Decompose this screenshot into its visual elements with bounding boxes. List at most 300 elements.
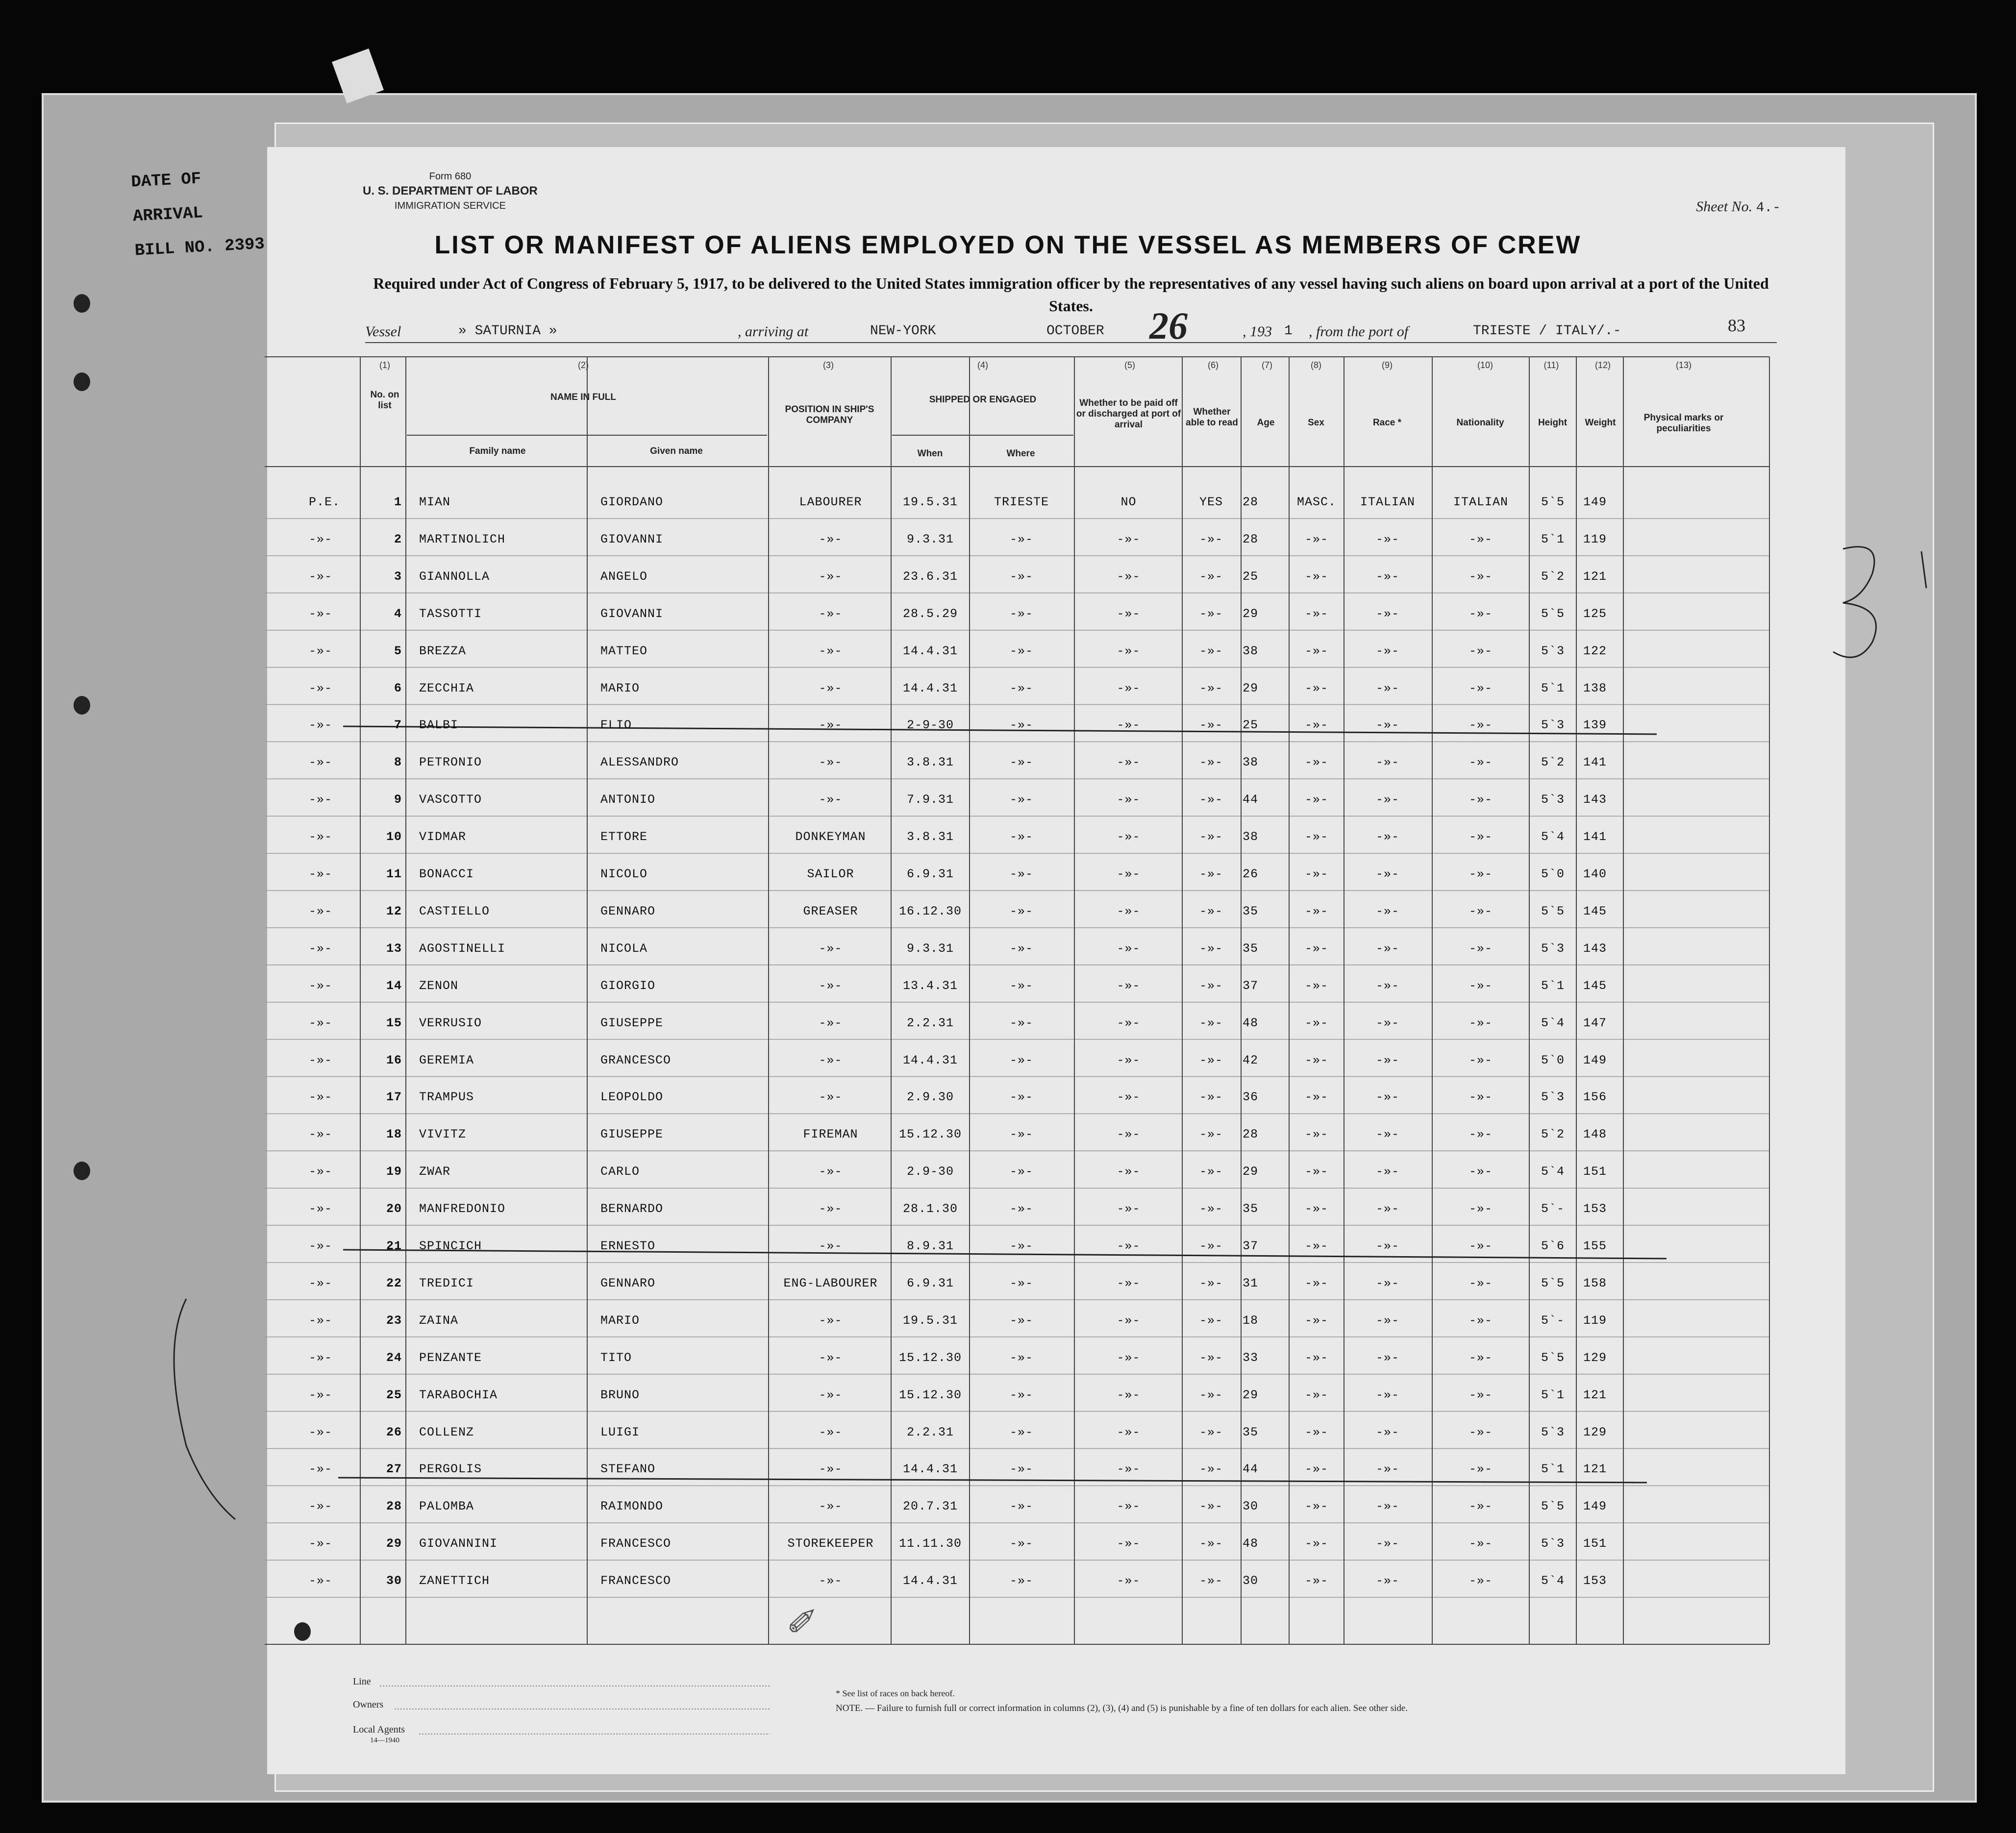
cell-race: -»- [1375,793,1399,807]
footer-owners-label: Owners [353,1699,384,1710]
cell-paid: -»- [1117,569,1141,584]
cell-weight: 122 [1583,644,1607,658]
cell-nat: -»- [1468,1239,1493,1253]
service-name: IMMIGRATION SERVICE [394,200,506,211]
cell-age: 25 [1243,569,1259,584]
cell-sex: -»- [1304,867,1328,881]
cell-race: -»- [1375,755,1399,770]
cell-weight: 140 [1583,867,1607,881]
cell-when: 16.12.30 [898,904,962,918]
cell-no: 9 [394,793,402,807]
cell-weight: 143 [1583,941,1607,956]
cell-paid: -»- [1117,1276,1141,1290]
cell-age: 28 [1243,1127,1259,1142]
cell-age: 30 [1243,1499,1259,1514]
cell-when: 9.3.31 [906,941,954,956]
cell-paid: -»- [1117,644,1141,658]
cell-age: 38 [1243,755,1259,770]
cell-nat: -»- [1468,569,1493,584]
cell-family: VERRUSIO [419,1016,482,1030]
header-paid-off: Whether to be paid off or discharged at port of arrival [1076,398,1181,430]
cell-race: -»- [1375,569,1399,584]
header-sex: Sex [1308,418,1324,428]
cell-sex: -»- [1304,1053,1328,1067]
cell-where: -»- [1009,644,1033,658]
cell-family: VIDMAR [419,830,467,844]
cell-weight: 149 [1583,1053,1607,1067]
cell-mark: -»- [309,830,333,844]
cell-no: 10 [386,830,402,844]
cell-position: -»- [819,1425,843,1439]
cell-where: -»- [1009,681,1033,695]
cell-when: 15.12.30 [898,1387,962,1402]
year-digit: 1 [1284,323,1293,339]
cell-height: 5`5 [1541,904,1565,918]
cell-height: 5`0 [1541,867,1565,881]
cell-race: -»- [1375,1574,1399,1588]
cell-sex: -»- [1304,1313,1328,1328]
cell-when: 19.5.31 [902,495,958,509]
col-num-4: (4) [977,360,988,370]
cell-height: 5`5 [1541,1276,1565,1290]
cell-paid: -»- [1117,1425,1141,1439]
cell-position: GREASER [803,904,858,918]
cell-family: ZENON [419,978,459,993]
footer-local-agents-label: Local Agents [353,1724,405,1735]
footer-form-code: 14—1940 [370,1736,399,1744]
cell-family: COLLENZ [419,1425,474,1439]
cell-mark: -»- [309,1574,333,1588]
cell-where: -»- [1009,978,1033,993]
header-given-name: Given name [650,446,703,456]
cell-mark: -»- [309,1313,333,1328]
cell-mark: -»- [309,793,333,807]
cell-paid: -»- [1117,532,1141,546]
signature: ✐ [783,1604,815,1643]
cell-height: 5`1 [1541,978,1565,993]
cell-family: CASTIELLO [419,904,490,918]
cell-position: STOREKEEPER [787,1536,874,1551]
cell-no: 8 [394,755,402,770]
cell-race: -»- [1375,1202,1399,1216]
cell-where: -»- [1009,718,1033,733]
cell-paid: -»- [1117,904,1141,918]
col-num-11: (11) [1543,360,1559,370]
cell-position: -»- [819,1574,843,1588]
cell-weight: 139 [1583,718,1607,733]
cell-when: 14.4.31 [902,681,958,695]
cell-nat: -»- [1468,904,1493,918]
cell-sex: -»- [1304,718,1328,733]
cell-mark: -»- [309,1387,333,1402]
cell-where: -»- [1009,941,1033,956]
cell-given: ALESSANDRO [600,755,679,770]
cell-when: 15.12.30 [898,1350,962,1365]
cell-no: 6 [394,681,402,695]
cell-given: BERNARDO [600,1202,664,1216]
cell-paid: -»- [1117,1350,1141,1365]
cell-nat: -»- [1468,1164,1493,1179]
cell-sex: -»- [1304,1387,1328,1402]
cell-paid: -»- [1117,793,1141,807]
cell-sex: -»- [1304,1127,1328,1142]
cell-position: FIREMAN [803,1127,858,1142]
col-num-6: (6) [1208,360,1219,370]
cell-where: -»- [1009,1574,1033,1588]
cell-height: 5`3 [1541,1425,1565,1439]
cell-age: 28 [1243,495,1259,509]
cell-read: -»- [1199,867,1223,881]
races-note: * See list of races on back hereof. [836,1688,955,1698]
cell-mark: -»- [309,569,333,584]
cell-nat: -»- [1468,755,1493,770]
cell-where: -»- [1009,1127,1033,1142]
cell-paid: -»- [1117,830,1141,844]
cell-paid: -»- [1117,1164,1141,1179]
cell-weight: 129 [1583,1425,1607,1439]
department-name: U. S. DEPARTMENT OF LABOR [363,184,538,198]
cell-family: SPINCICH [419,1239,482,1253]
cell-paid: -»- [1117,1239,1141,1253]
cell-where: -»- [1009,1350,1033,1365]
cell-sex: -»- [1304,569,1328,584]
cell-family: ZANETTICH [419,1574,490,1588]
header-when: When [917,448,943,459]
cell-age: 29 [1243,1387,1259,1402]
cell-age: 42 [1243,1053,1259,1067]
cell-read: -»- [1199,1536,1223,1551]
cell-race: -»- [1375,1462,1399,1477]
form-number: Form 680 [429,171,472,182]
cell-weight: 151 [1583,1536,1607,1551]
cell-weight: 151 [1583,1164,1607,1179]
cell-given: ELIO [600,718,632,733]
cell-paid: -»- [1117,1016,1141,1030]
col-num-3: (3) [823,360,834,370]
cell-given: NICOLA [600,941,648,956]
col-num-12: (12) [1594,360,1611,370]
cell-height: 5`3 [1541,1090,1565,1105]
cell-height: 5`1 [1541,681,1565,695]
cell-position: -»- [819,1239,843,1253]
cell-mark: -»- [309,1164,333,1179]
cell-no: 18 [386,1127,402,1142]
cell-race: -»- [1375,1536,1399,1551]
cell-position: SAILOR [807,867,854,881]
cell-when: 6.9.31 [906,1276,954,1290]
cell-read: -»- [1199,904,1223,918]
cell-mark: -»- [309,1425,333,1439]
cell-sex: -»- [1304,1276,1328,1290]
cell-when: 3.8.31 [906,830,954,844]
cell-nat: ITALIAN [1453,495,1509,509]
cell-family: ZECCHIA [419,681,474,695]
cell-when: 7.9.31 [906,793,954,807]
cell-family: GIANNOLLA [419,569,490,584]
cell-no: 22 [386,1276,402,1290]
cell-weight: 145 [1583,904,1607,918]
cell-weight: 119 [1583,1313,1607,1328]
cell-weight: 156 [1583,1090,1607,1105]
cell-where: -»- [1009,1053,1033,1067]
cell-weight: 153 [1583,1202,1607,1216]
cell-family: AGOSTINELLI [419,941,506,956]
cell-read: -»- [1199,681,1223,695]
cell-race: -»- [1375,532,1399,546]
cell-height: 5`1 [1541,1462,1565,1477]
cell-read: -»- [1199,1053,1223,1067]
cell-sex: -»- [1304,1164,1328,1179]
cell-read: -»- [1199,941,1223,956]
cell-given: BRUNO [600,1387,640,1402]
cell-position: -»- [819,978,843,993]
cell-age: 35 [1243,1202,1259,1216]
stamp-bill-number: 2393 [224,235,265,256]
cell-race: -»- [1375,1090,1399,1105]
cell-family: VIVITZ [419,1127,467,1142]
cell-given: GIORDANO [600,495,664,509]
arrival-day: 26 [1149,304,1188,347]
cell-race: -»- [1375,1425,1399,1439]
cell-paid: -»- [1117,1536,1141,1551]
cell-sex: -»- [1304,941,1328,956]
cell-read: -»- [1199,644,1223,658]
cell-race: -»- [1375,606,1399,621]
cell-where: -»- [1009,867,1033,881]
stamp-date-label: DATE OF ARRIVAL [130,170,203,226]
cell-sex: -»- [1304,681,1328,695]
cell-position: -»- [819,532,843,546]
cell-position: -»- [819,1202,843,1216]
header-position: POSITION IN SHIP'S COMPANY [785,404,874,425]
cell-given: GIOVANNI [600,532,664,546]
cell-given: ANGELO [600,569,648,584]
cell-given: FRANCESCO [600,1536,672,1551]
cell-family: TARABOCHIA [419,1387,498,1402]
cell-family: BREZZA [419,644,467,658]
cell-position: -»- [819,1090,843,1105]
cell-sex: -»- [1304,1350,1328,1365]
cell-nat: -»- [1468,718,1493,733]
cell-family: PALOMBA [419,1499,474,1514]
cell-family: MARTINOLICH [419,532,506,546]
cell-no: 23 [386,1313,402,1328]
header-no-on-list: No. on list [370,390,399,411]
cell-sex: -»- [1304,606,1328,621]
cell-family: ZWAR [419,1164,451,1179]
cell-weight: 119 [1583,532,1607,546]
header-shipped: SHIPPED OR ENGAGED [929,395,1037,405]
cell-read: -»- [1199,606,1223,621]
cell-given: STEFANO [600,1462,656,1477]
cell-where: -»- [1009,1425,1033,1439]
cell-height: 5`3 [1541,1536,1565,1551]
cell-sex: -»- [1304,1239,1328,1253]
col-num-1: (1) [379,360,390,370]
cell-given: GIUSEPPE [600,1127,664,1142]
cell-read: -»- [1199,1313,1223,1328]
cell-where: -»- [1009,569,1033,584]
cell-where: -»- [1009,1536,1033,1551]
cell-no: 26 [386,1425,402,1439]
cell-read: -»- [1199,1350,1223,1365]
cell-weight: 141 [1583,830,1607,844]
cell-nat: -»- [1468,681,1493,695]
cell-read: -»- [1199,1239,1223,1253]
cell-where: TRIESTE [994,495,1049,509]
cell-when: 14.4.31 [902,644,958,658]
cell-when: 14.4.31 [902,1574,958,1588]
cell-nat: -»- [1468,1053,1493,1067]
cell-no: 5 [394,644,402,658]
header-able-to-read: Whether able to read [1186,407,1238,428]
cell-height: 5`4 [1541,1164,1565,1179]
cell-read: -»- [1199,1164,1223,1179]
cell-age: 35 [1243,941,1259,956]
sheet-value: 4.- [1756,200,1781,216]
cell-read: -»- [1199,755,1223,770]
cell-sex: -»- [1304,1536,1328,1551]
cell-age: 29 [1243,606,1259,621]
cell-position: ENG-LABOURER [783,1276,878,1290]
cell-family: MANFREDONIO [419,1202,506,1216]
cell-age: 25 [1243,718,1259,733]
cell-family: TREDICI [419,1276,474,1290]
cell-family: TRAMPUS [419,1090,474,1105]
cell-mark: -»- [309,1127,333,1142]
cell-when: 20.7.31 [902,1499,958,1514]
cell-race: -»- [1375,1053,1399,1067]
sheet-label: Sheet No. [1696,198,1753,215]
cell-where: -»- [1009,1090,1033,1105]
cell-weight: 155 [1583,1239,1607,1253]
cell-no: 4 [394,606,402,621]
cell-given: MARIO [600,1313,640,1328]
cell-weight: 158 [1583,1276,1607,1290]
cell-paid: -»- [1117,1574,1141,1588]
footer-line-label: Line [353,1676,371,1687]
cell-paid: -»- [1117,1462,1141,1477]
cell-nat: -»- [1468,830,1493,844]
page-number: 83 [1728,316,1745,335]
cell-position: DONKEYMAN [795,830,866,844]
cell-read: -»- [1199,1127,1223,1142]
cell-given: GIUSEPPE [600,1016,664,1030]
cell-weight: 129 [1583,1350,1607,1365]
cell-given: ETTORE [600,830,648,844]
cell-no: 20 [386,1202,402,1216]
cell-where: -»- [1009,1202,1033,1216]
cell-race: -»- [1375,978,1399,993]
cell-age: 36 [1243,1090,1259,1105]
cell-race: ITALIAN [1360,495,1416,509]
cell-position: -»- [819,644,843,658]
cell-mark: -»- [309,1202,333,1216]
cell-family: BALBI [419,718,459,733]
cell-read: -»- [1199,1090,1223,1105]
cell-position: -»- [819,941,843,956]
cell-when: 14.4.31 [902,1053,958,1067]
cell-when: 2-9-30 [906,718,954,733]
cell-where: -»- [1009,1387,1033,1402]
cell-given: GIOVANNI [600,606,664,621]
cell-given: GIORGIO [600,978,656,993]
cell-mark: -»- [309,681,333,695]
cell-mark: -»- [309,1276,333,1290]
cell-height: 5`3 [1541,644,1565,658]
cell-mark: -»- [309,1053,333,1067]
cell-nat: -»- [1468,1387,1493,1402]
col-num-7: (7) [1262,360,1272,370]
cell-read: -»- [1199,1425,1223,1439]
cell-when: 28.1.30 [902,1202,958,1216]
cell-sex: -»- [1304,532,1328,546]
cell-nat: -»- [1468,1425,1493,1439]
cell-where: -»- [1009,1313,1033,1328]
cell-weight: 125 [1583,606,1607,621]
cell-mark: -»- [309,1350,333,1365]
cell-nat: -»- [1468,1536,1493,1551]
cell-paid: -»- [1117,681,1141,695]
cell-weight: 143 [1583,793,1607,807]
cell-no: 29 [386,1536,402,1551]
cell-nat: -»- [1468,867,1493,881]
cell-when: 28.5.29 [902,606,958,621]
cell-given: GENNARO [600,1276,656,1290]
cell-no: 16 [386,1053,402,1067]
cell-sex: -»- [1304,1090,1328,1105]
cell-mark: -»- [309,755,333,770]
cell-position: -»- [819,1016,843,1030]
cell-height: 5`0 [1541,1053,1565,1067]
cell-height: 5`1 [1541,1387,1565,1402]
cell-age: 38 [1243,644,1259,658]
vessel-name: » SATURNIA » [458,323,557,339]
cell-given: LUIGI [600,1425,640,1439]
cell-no: 25 [386,1387,402,1402]
cell-given: MATTEO [600,644,648,658]
cell-age: 30 [1243,1574,1259,1588]
cell-mark: -»- [309,718,333,733]
cell-position: -»- [819,755,843,770]
header-height: Height [1538,418,1568,428]
cell-height: 5`2 [1541,1127,1565,1142]
cell-where: -»- [1009,755,1033,770]
cell-when: 8.9.31 [906,1239,954,1253]
cell-paid: -»- [1117,1090,1141,1105]
header-race: Race * [1372,418,1402,428]
cell-read: -»- [1199,569,1223,584]
cell-age: 48 [1243,1016,1259,1030]
cell-position: -»- [819,1164,843,1179]
cell-race: -»- [1375,1127,1399,1142]
cell-paid: -»- [1117,755,1141,770]
cell-race: -»- [1375,1016,1399,1030]
cell-race: -»- [1375,1499,1399,1514]
cell-when: 6.9.31 [906,867,954,881]
header-physical-marks: Physical marks or peculiarities [1643,413,1724,434]
cell-sex: -»- [1304,755,1328,770]
cell-height: 5`5 [1541,1350,1565,1365]
cell-weight: 149 [1583,1499,1607,1514]
cell-family: BONACCI [419,867,474,881]
cell-where: -»- [1009,1276,1033,1290]
cell-weight: 121 [1583,569,1607,584]
cell-mark: -»- [309,644,333,658]
cell-family: GIOVANNINI [419,1536,498,1551]
cell-age: 28 [1243,532,1259,546]
cell-weight: 149 [1583,495,1607,509]
